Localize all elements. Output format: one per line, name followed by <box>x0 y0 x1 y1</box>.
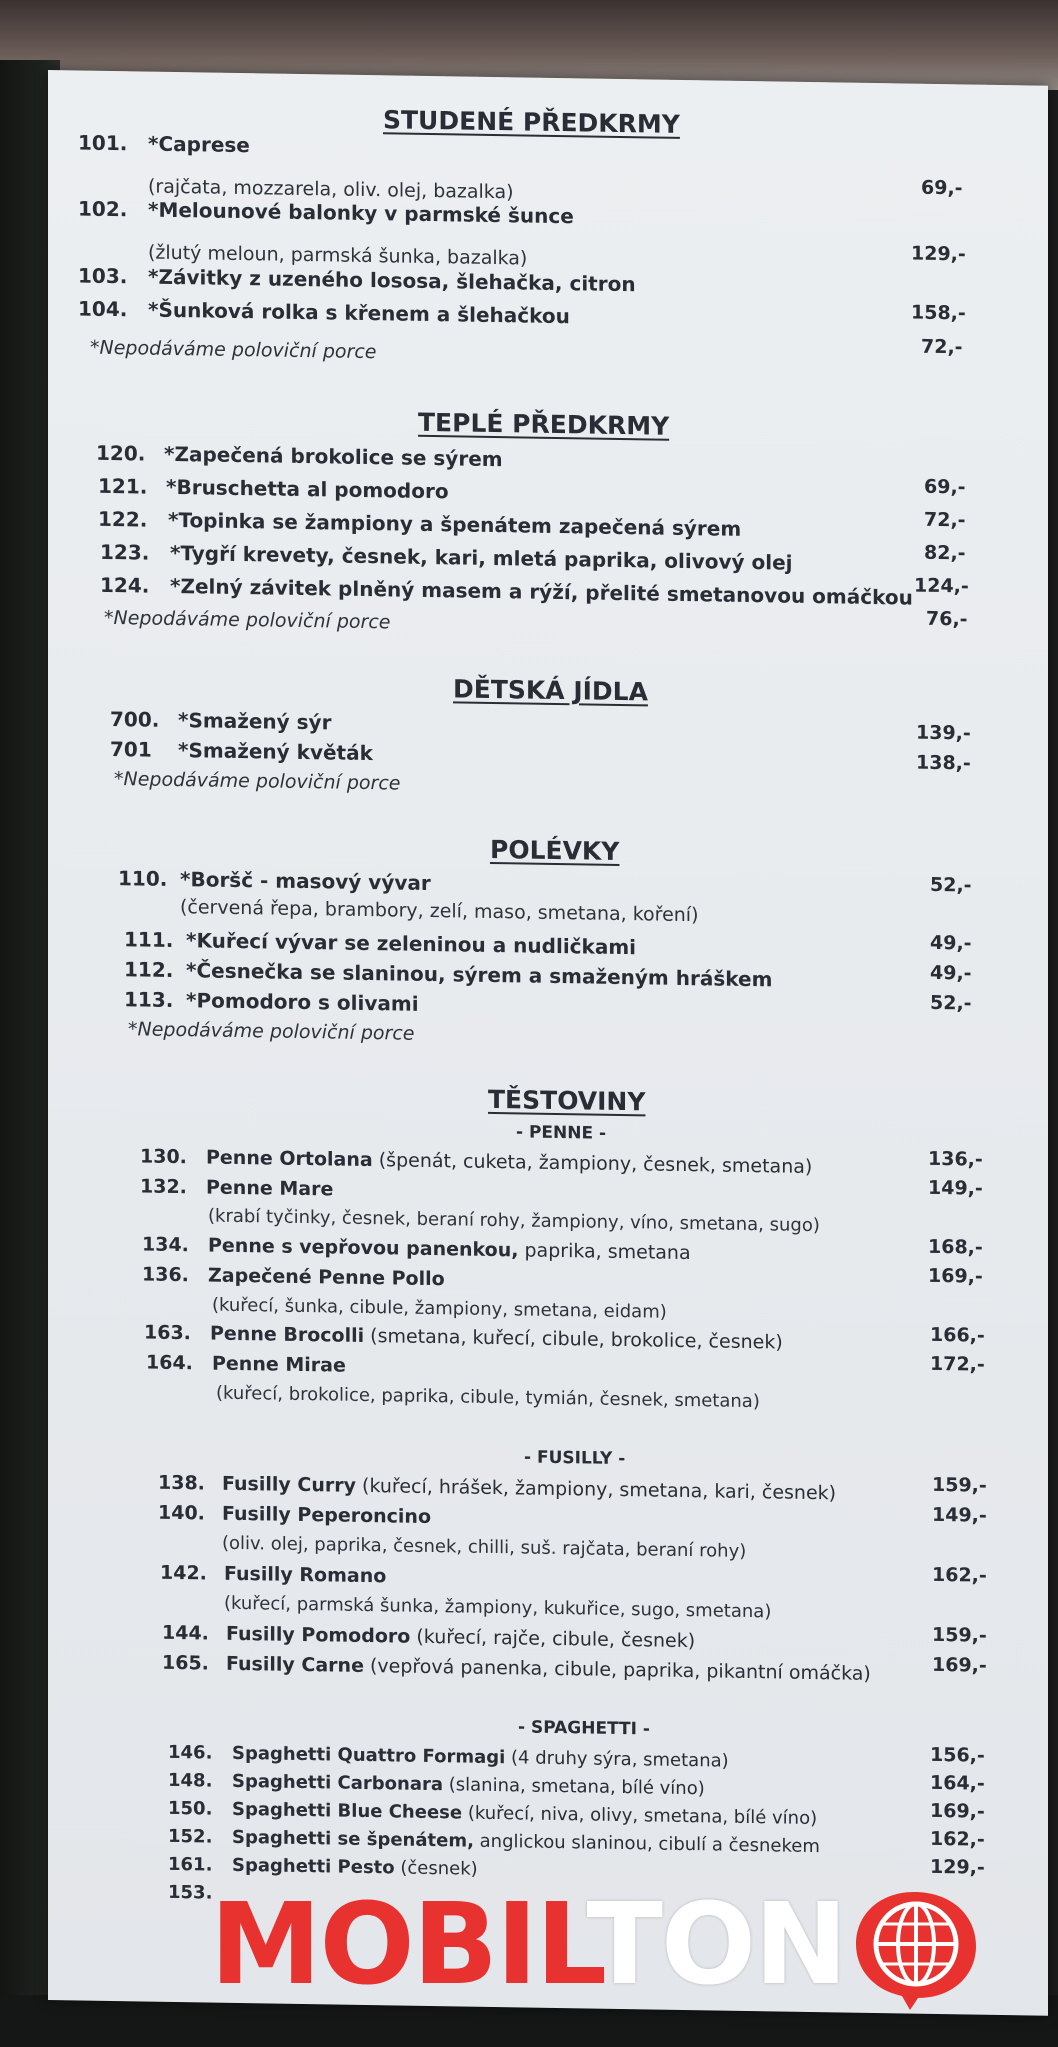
item-price: 169,- <box>932 1653 987 1677</box>
item-price: 158,- <box>911 301 966 325</box>
item-number: 142. <box>160 1561 207 1585</box>
section-title-studene: STUDENÉ PŘEDKRMY <box>383 105 680 139</box>
item-price: 149,- <box>932 1503 987 1527</box>
item-name: *Závitky z uzeného lososa, šlehačka, citron <box>148 264 636 297</box>
item-price: 72,- <box>924 508 966 532</box>
item-number: 163. <box>144 1321 191 1345</box>
item-name: *Česnečka se slaninou, sýrem a smaženým hráškem <box>186 958 773 992</box>
item-number: 165. <box>162 1651 209 1675</box>
item-name: Penne Mare <box>206 1176 334 1201</box>
item-description: (kuřecí, rajče, cibule, česnek) <box>410 1625 696 1653</box>
item-number: 120. <box>96 440 146 466</box>
item-name: Fusilly Peperoncino <box>222 1502 432 1529</box>
item-number: 701 <box>110 736 152 762</box>
item-description: (krabí tyčinky, česnek, beraní rohy, žampiony, víno, smetana, sugo) <box>208 1205 820 1237</box>
item-description: (slanina, smetana, bílé víno) <box>443 1774 705 1800</box>
item-name: *Kuřecí vývar se zeleninou a nudličkami <box>186 928 637 960</box>
item-number: 102. <box>78 196 128 222</box>
item-number: 150. <box>168 1797 213 1820</box>
item-price: 149,- <box>928 1176 983 1200</box>
item-name: *Pomodoro s olivami <box>186 988 419 1016</box>
item-number: 110. <box>118 866 168 891</box>
item-name: *Smažený sýr <box>178 708 332 735</box>
item-name: *Smažený květák <box>178 738 373 766</box>
item-number: 144. <box>162 1621 209 1645</box>
section-title-polevky: POLÉVKY <box>490 834 620 866</box>
item-number: 124. <box>100 572 150 598</box>
item-name: Spaghetti Carbonara <box>232 1770 444 1796</box>
item-name: Penne Brocolli <box>210 1322 365 1347</box>
item-price: 138,- <box>916 751 971 775</box>
item-name: *Boršč - masový vývar <box>180 867 431 896</box>
item-number: 111. <box>124 927 174 952</box>
item-number: 104. <box>78 296 128 322</box>
menu-sheet <box>48 70 1048 2016</box>
item-number: 134. <box>142 1233 189 1257</box>
item-price: 129,- <box>911 242 966 266</box>
section-title-detska: DĚTSKÁ JÍDLA <box>453 674 648 707</box>
item-price: 124,- <box>914 574 969 598</box>
item-price: 172,- <box>930 1352 985 1376</box>
item-price: 49,- <box>930 961 972 985</box>
item-name: *Zapečená brokolice se sýrem <box>164 441 503 472</box>
item-number: 700. <box>110 706 160 732</box>
item-description: (kuřecí, niva, olivy, smetana, bílé víno) <box>462 1802 818 1830</box>
item-name: *Zelný závitek plněný masem a rýží, přelité smetanovou omáčkou <box>170 573 913 610</box>
item-name: *Melounové balonky v parmské šunce <box>148 197 574 229</box>
portion-note: *Nepodáváme poloviční porce <box>114 768 401 795</box>
item-description: anglickou slaninou, cibulí a česnekem <box>473 1830 820 1858</box>
watermark-logo <box>210 1880 846 2010</box>
item-number: 112. <box>124 957 174 982</box>
item-number: 130. <box>140 1145 187 1169</box>
subsection-title-spaghetti: - SPAGHETTI - <box>518 1717 650 1740</box>
globe-speech-bubble-icon <box>852 1886 1027 2012</box>
item-price: 162,- <box>930 1827 985 1851</box>
item-price: 69,- <box>921 176 963 200</box>
item-name: Spaghetti se špenátem, <box>232 1826 474 1852</box>
item-name: Penne s vepřovou panenkou, <box>208 1234 519 1262</box>
portion-note: *Nepodáváme poloviční porce <box>104 606 391 634</box>
item-price: 72,- <box>921 335 963 359</box>
item-price: 52,- <box>930 873 972 897</box>
item-name: Penne Mirae <box>212 1352 346 1377</box>
item-name: Fusilly Curry <box>222 1472 357 1497</box>
item-number: 113. <box>124 987 174 1012</box>
item-price: 129,- <box>930 1855 985 1879</box>
item-name: Penne Ortolana <box>206 1146 373 1172</box>
item-price: 159,- <box>932 1473 987 1497</box>
item-price: 139,- <box>916 721 971 745</box>
watermark-part-2: TON <box>586 1880 846 2010</box>
item-price: 159,- <box>932 1623 987 1647</box>
item-name: *Tygří krevety, česnek, kari, mletá paprika, olivový olej <box>170 540 793 575</box>
item-description: (červená řepa, brambory, zelí, maso, smetana, koření) <box>180 896 699 927</box>
item-name: Spaghetti Blue Cheese <box>232 1798 463 1824</box>
item-name: Zapečené Penne Pollo <box>208 1264 445 1291</box>
item-description: (vepřová panenka, cibule, paprika, pikantní omáčka) <box>363 1654 871 1685</box>
item-number: 101. <box>78 130 128 156</box>
item-description: (oliv. olej, paprika, česnek, chilli, suš. rajčata, beraní rohy) <box>222 1532 747 1562</box>
item-price: 76,- <box>926 607 968 631</box>
item-number: 140. <box>158 1501 205 1525</box>
portion-note: *Nepodáváme poloviční porce <box>90 336 377 364</box>
item-price: 136,- <box>928 1147 983 1171</box>
item-name: Fusilly Pomodoro <box>226 1622 411 1648</box>
item-number: 121. <box>98 473 148 499</box>
section-title-teple: TEPLÉ PŘEDKRMY <box>418 407 670 441</box>
item-name: *Topinka se žampiony a špenátem zapečená sýrem <box>168 507 742 541</box>
item-number: 136. <box>142 1263 189 1287</box>
item-number: 153. <box>168 1881 213 1904</box>
item-number: 146. <box>168 1741 213 1764</box>
item-price: 168,- <box>928 1235 983 1259</box>
mobilton-watermark <box>210 1880 1050 2010</box>
item-name: *Bruschetta al pomodoro <box>166 474 449 504</box>
item-number: 122. <box>98 506 148 532</box>
item-number: 138. <box>158 1471 205 1495</box>
subsection-title-penne: - PENNE - <box>516 1122 607 1144</box>
item-price: 82,- <box>924 541 966 565</box>
item-name: Fusilly Carne <box>226 1652 364 1677</box>
item-description: (kuřecí, šunka, cibule, žampiony, smetana, eidam) <box>212 1294 667 1323</box>
item-price: 166,- <box>930 1323 985 1347</box>
item-number: 103. <box>78 263 128 289</box>
item-price: 169,- <box>930 1799 985 1823</box>
item-description: (smetana, kuřecí, cibule, brokolice, česnek) <box>364 1324 783 1354</box>
item-name: *Šunková rolka s křenem a šlehačkou <box>148 297 570 329</box>
item-number: 123. <box>100 539 150 565</box>
portion-note: *Nepodáváme poloviční porce <box>128 1018 415 1045</box>
item-price: 52,- <box>930 991 972 1015</box>
section-title-testoviny: TĚSTOVINY <box>488 1084 646 1117</box>
item-name: Spaghetti Pesto <box>232 1854 395 1879</box>
item-number: 164. <box>146 1351 193 1375</box>
subsection-title-fusilly: - FUSILLY - <box>524 1447 626 1470</box>
item-price: 169,- <box>928 1264 983 1288</box>
item-number: 152. <box>168 1825 213 1848</box>
item-price: 49,- <box>930 931 972 955</box>
item-description: (špenát, cuketa, žampiony, česnek, smetana) <box>372 1149 813 1179</box>
item-price: 69,- <box>924 475 966 499</box>
item-description: (4 druhy sýra, smetana) <box>505 1747 729 1772</box>
item-description: (česnek) <box>394 1857 478 1880</box>
item-description: (kuřecí, parmská šunka, žampiony, kukuřice, sugo, smetana) <box>224 1592 772 1623</box>
item-description: paprika, smetana <box>518 1239 691 1265</box>
item-number: 148. <box>168 1769 213 1792</box>
item-name: Fusilly Romano <box>224 1562 387 1588</box>
item-number: 161. <box>168 1853 213 1876</box>
item-price: 162,- <box>932 1563 987 1587</box>
item-description: (kuřecí, hrášek, žampiony, smetana, kari, česnek) <box>356 1474 837 1505</box>
item-name: *Caprese <box>148 131 250 158</box>
watermark-part-1: MOBIL <box>210 1880 587 2010</box>
item-description: (kuřecí, brokolice, paprika, cibule, tymián, česnek, smetana) <box>216 1382 760 1413</box>
item-name: Spaghetti Quattro Formagi <box>232 1742 506 1769</box>
item-description: (žlutý meloun, parmská šunka, bazalka) <box>148 241 528 270</box>
item-price: 164,- <box>930 1771 985 1795</box>
item-description: (rajčata, mozzarela, oliv. olej, bazalka) <box>148 175 514 204</box>
item-number: 132. <box>140 1175 187 1199</box>
item-price: 156,- <box>930 1743 985 1767</box>
